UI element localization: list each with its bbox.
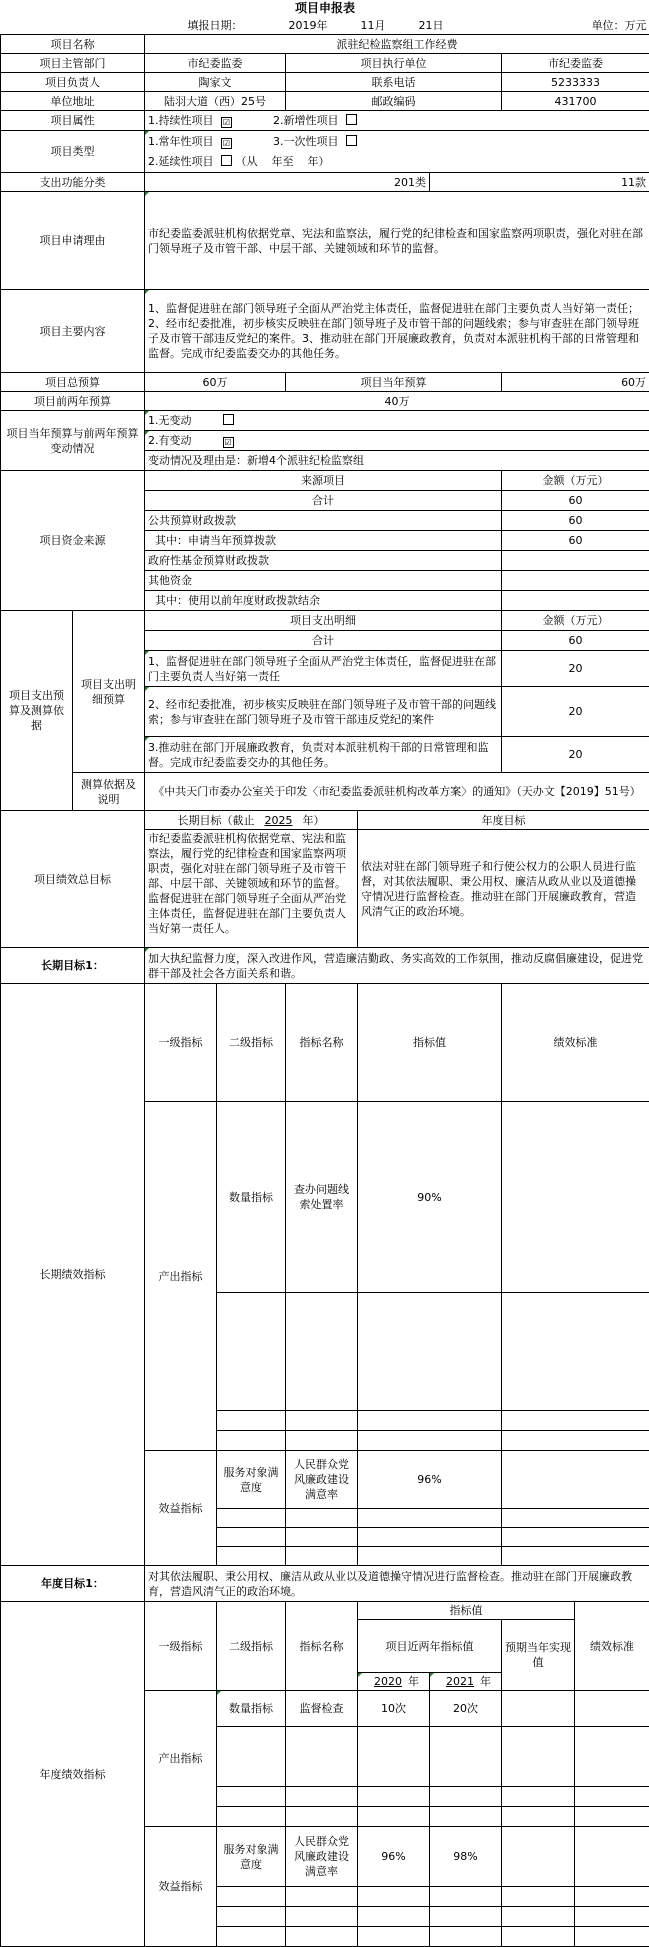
expenditure-row-amount: 20: [502, 651, 649, 687]
long-goal-text: 市纪委监委派驻机构依据党章、宪法和监察法，履行党的纪律检查和国家监察两项职责，强化对驻在部门领导班子及市管干部、中层干部、关键领域和环节的监督。监督促进驻在部门领导班子全面从严治党主体责任，监督促进驻在部门主要负责人当好第一责任人。: [145, 830, 358, 948]
funding-row-amount: [502, 551, 649, 571]
annual-col-value: 指标值: [358, 1602, 575, 1620]
expenditure-row-amount: 20: [502, 737, 649, 773]
attr-options: [145, 111, 649, 131]
long-goal-year: 2025: [255, 814, 303, 827]
long-service-value: 96%: [358, 1451, 502, 1509]
type-options-row2: [145, 152, 649, 173]
annual-goal-1-text: 对其依法履职、秉公用权、廉洁从政从业以及道德操守情况进行监督检查。推动驻在部门开展廉政教育，营造风清气正的政治环境。: [145, 1566, 649, 1602]
basis-label: 测算依据及说明: [73, 773, 145, 811]
long-output-label: 产出指标: [145, 1102, 217, 1451]
funding-row-amount: 60: [502, 531, 649, 551]
type-options-row1: [145, 131, 649, 152]
performance-label: 项目绩效总目标: [1, 811, 145, 948]
funding-row-amount: [502, 591, 649, 611]
form-title: 项目申报表: [1, 0, 649, 17]
type-opt-extended: 2.延续性项目: [148, 155, 214, 168]
budget-change-label: 项目当年预算与前两年预算变动情况: [1, 411, 145, 471]
funding-amount-header: 金额（万元）: [502, 471, 649, 491]
budget-total-value: 60万: [145, 373, 286, 392]
long-benefit-label: 效益指标: [145, 1451, 217, 1566]
leader-label: 项目负责人: [1, 73, 145, 92]
content-text: 1、监督促进驻在部门领导班子全面从严治党主体责任，监督促进驻在部门主要负责人当好第一责任；2、经市纪委批准，初步核实反映驻在部门领导班子及市管干部的问题线索；参与审查驻在部门领导班子及市管干部违反党纪的案件。3、推动驻在部门开展廉政教育，负责对本派驻机构干部的日常管理和监督。完成市纪委监委交办的其他任务。: [145, 290, 649, 373]
budget-total-label: 项目总预算: [1, 373, 145, 392]
checkbox-checked-icon: ☑: [223, 437, 234, 448]
funding-row-amount: [502, 571, 649, 591]
phone-value: 5233333: [502, 73, 649, 92]
checkbox-checked-icon: ☑: [221, 138, 232, 149]
type-label: 项目类型: [1, 131, 145, 173]
project-name-label: 项目名称: [1, 35, 145, 54]
funding-source-header: 来源项目: [145, 471, 502, 491]
long-goal-1-label: 长期目标1：: [1, 948, 145, 984]
checkbox-empty-icon: [346, 135, 357, 146]
col-header-standard: 绩效标准: [502, 984, 649, 1102]
long-service-name: 人民群众党风廉政建设满意率: [286, 1451, 358, 1509]
postcode-label: 邮政编码: [286, 92, 502, 111]
funding-row-amount: 60: [502, 491, 649, 511]
budget-current-label: 项目当年预算: [286, 373, 502, 392]
checkbox-empty-icon: [346, 114, 357, 125]
col-header-name: 指标名称: [286, 984, 358, 1102]
func-label: 支出功能分类: [1, 173, 145, 192]
exec-unit-value: 市纪委监委: [502, 54, 649, 73]
attr-opt-new: 2.新增性项目: [273, 114, 339, 127]
col-header-level2: 二级指标: [217, 984, 286, 1102]
annual-quantity-y2: 20次: [430, 1691, 502, 1727]
budget-prev-value: 40万: [145, 392, 649, 411]
annual-year2: 2021 年: [430, 1673, 502, 1691]
checkbox-empty-icon: [223, 414, 234, 425]
expenditure-detail-label: 项目支出明细预算: [73, 611, 145, 773]
expenditure-row-text: 3.推动驻在部门开展廉政教育，负责对本派驻机构干部的日常管理和监督。完成市纪委监委交办的其他任务。: [145, 737, 502, 773]
annual-output-label: 产出指标: [145, 1691, 217, 1827]
col-header-level1: 一级指标: [145, 984, 217, 1102]
unit-label: 单位：万元: [502, 17, 649, 35]
address-label: 单位地址: [1, 92, 145, 111]
long-goal-header: 长期目标（截止 2025 年）: [145, 811, 358, 830]
annual-col-name: 指标名称: [286, 1602, 358, 1691]
reason-label: 项目申请理由: [1, 192, 145, 290]
fill-date-label: 填报日期：: [145, 17, 286, 35]
expenditure-total-label: 合计: [145, 631, 502, 651]
annual-benefit-label: 效益指标: [145, 1827, 217, 1947]
expenditure-total-value: 60: [502, 631, 649, 651]
change-opt-none: 1.无变动: [148, 414, 192, 427]
attr-label: 项目属性: [1, 111, 145, 131]
annual-service-label: 服务对象满意度: [217, 1827, 286, 1887]
exec-unit-label: 项目执行单位: [286, 54, 502, 73]
change-reason: 变动情况及理由是：新增4个派驻纪检监察组: [145, 451, 649, 471]
fill-year: 2019年: [289, 19, 328, 32]
type-opt-extended-range: （从 年至 年）: [236, 155, 330, 168]
fill-month: 11月: [361, 19, 386, 32]
funding-row-name: 其他资金: [145, 571, 502, 591]
budget-current-value: 60万: [502, 373, 649, 392]
annual-quantity-name: 监督检查: [286, 1691, 358, 1727]
long-indicators-label: 长期绩效指标: [1, 984, 145, 1566]
project-name-value: 派驻纪检监察组工作经费: [145, 35, 649, 54]
long-quantity-value: 90%: [358, 1102, 502, 1293]
expenditure-detail-header: 项目支出明细: [145, 611, 502, 631]
annual-indicators-label: 年度绩效指标: [1, 1602, 145, 1947]
type-opt-annual: 1.常年性项目: [148, 135, 214, 148]
annual-col-level2: 二级指标: [217, 1602, 286, 1691]
annual-col-standard: 绩效标准: [575, 1602, 649, 1691]
long-service-label: 服务对象满意度: [217, 1451, 286, 1509]
change-opt-none-cell: [145, 411, 649, 431]
funding-label: 项目资金来源: [1, 471, 145, 611]
annual-quantity-y1: 10次: [358, 1691, 430, 1727]
change-opt-yes-cell: [145, 431, 649, 451]
annual-col-expected: 预期当年实现值: [502, 1620, 575, 1691]
annual-col-recent: 项目近两年指标值: [358, 1620, 502, 1673]
annual-goal-1-label: 年度目标1：: [1, 1566, 145, 1602]
expenditure-row-text: 2、经市纪委批准，初步核实反映驻在部门领导班子及市管干部的问题线索；参与审查驻在部门领导班子及市管干部违反党纪的案件: [145, 687, 502, 737]
long-quantity-name: 查办问题线索处置率: [286, 1102, 358, 1293]
change-opt-yes: 2.有变动: [148, 434, 192, 447]
expenditure-label: 项目支出预算及测算依据: [1, 611, 73, 811]
attr-opt-continuing: 1.持续性项目: [148, 114, 214, 127]
funding-row-name: 合计: [145, 491, 502, 511]
address-value: 陆羽大道（西）25号: [145, 92, 286, 111]
content-label: 项目主要内容: [1, 290, 145, 373]
annual-quantity-label: 数量指标: [217, 1691, 286, 1727]
checkbox-checked-icon: ☑: [221, 117, 232, 128]
col-header-value: 指标值: [358, 984, 502, 1102]
basis-text: 《中共天门市委办公室关于印发〈市纪委监委派驻机构改革方案〉的通知》（天办文【2019】51号）: [145, 773, 649, 811]
dept-value: 市纪委监委: [145, 54, 286, 73]
annual-service-y2: 98%: [430, 1827, 502, 1887]
budget-prev-label: 项目前两年预算: [1, 392, 145, 411]
funding-row-name: 其中：申请当年预算拨款: [145, 531, 502, 551]
reason-text: 市纪委监委派驻机构依据党章、宪法和监察法，履行党的纪律检查和国家监察两项职责，强化对驻在部门领导班子及市管干部、中层干部、关键领域和环节的监督。: [145, 192, 649, 290]
annual-service-name: 人民群众党风廉政建设满意率: [286, 1827, 358, 1887]
checkbox-empty-icon: [221, 155, 232, 166]
annual-year1: 2020 年: [358, 1673, 430, 1691]
dept-label: 项目主管部门: [1, 54, 145, 73]
funding-row-name: 公共预算财政拨款: [145, 511, 502, 531]
expenditure-amount-header: 金额（万元）: [502, 611, 649, 631]
funding-row-amount: 60: [502, 511, 649, 531]
annual-goal-text: 依法对驻在部门领导班子和行使公权力的公职人员进行监督，对其依法履职、秉公用权、廉洁从政从业以及道德操守情况进行监督检查。推动驻在部门开展廉政教育，营造风清气正的政治环境。: [358, 830, 649, 948]
fill-day: 21日: [419, 19, 444, 32]
func-class: 201类: [145, 173, 430, 192]
funding-row-name: 其中：使用以前年度财政拨款结余: [145, 591, 502, 611]
expenditure-row-amount: 20: [502, 687, 649, 737]
func-item: 11款: [430, 173, 649, 192]
postcode-value: 431700: [502, 92, 649, 111]
annual-service-y1: 96%: [358, 1827, 430, 1887]
type-opt-onetime: 3.一次性项目: [273, 135, 339, 148]
annual-goal-header: 年度目标: [358, 811, 649, 830]
expenditure-row-text: 1、监督促进驻在部门领导班子全面从严治党主体责任，监督促进驻在部门主要负责人当好第一责任: [145, 651, 502, 687]
leader-value: 陶家文: [145, 73, 286, 92]
annual-col-level1: 一级指标: [145, 1602, 217, 1691]
funding-row-name: 政府性基金预算财政拨款: [145, 551, 502, 571]
long-quantity-label: 数量指标: [217, 1102, 286, 1293]
phone-label: 联系电话: [286, 73, 502, 92]
long-goal-1-text: 加大执纪监督力度，深入改进作风，营造廉洁勤政、务实高效的工作氛围，推动反腐倡廉建设，促进党群干部及社会各方面关系和谐。: [145, 948, 649, 984]
